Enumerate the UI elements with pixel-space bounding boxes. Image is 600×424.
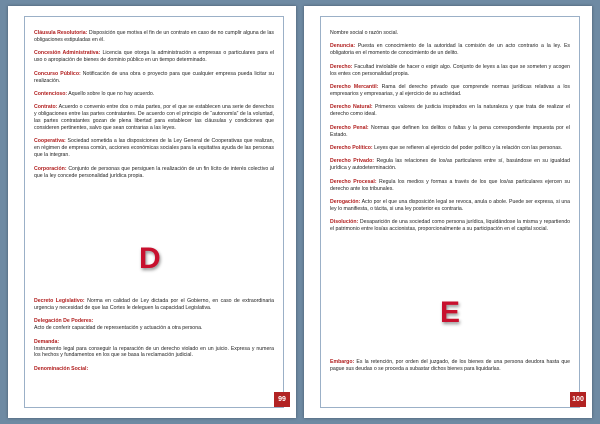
glossary-term: Derecho Penal: — [330, 124, 369, 131]
section-letter-e: E — [440, 296, 461, 329]
glossary-definition: Puesta en conocimiento de la autoridad la comisión de un acto contrario a la ley. Es obligatoria en el momento de conocimiento de un delito. — [330, 43, 570, 57]
glossary-term: Derogación: — [330, 199, 361, 205]
glossary-definition: Leyes que se refieren al ejercicio del poder político y la relación con las personas. — [372, 144, 563, 151]
glossary-term: Corporación: — [34, 165, 67, 172]
glossary-definition: Conjunto de personas que persiguen la realización de un fin lícito de interés colectivo al que la ley concede personalidad jurídica propia. — [34, 165, 274, 179]
glossary-term: Decreto Legislativo: — [34, 298, 85, 304]
glossary-definition: Es la retención, por orden del juzgado, de los bienes de una persona deudora hasta que pague sus deudas o se proceda a subastar dichos bienes para liquidarlas. — [330, 359, 570, 372]
glossary-entry — [34, 50, 274, 64]
glossary-term: Concesión Administrativa: — [34, 50, 101, 57]
glossary-entry — [34, 339, 274, 360]
glossary-term: Concurso Público: — [34, 70, 81, 77]
glossary-term: Denominación Social: — [34, 365, 89, 372]
glossary-entry — [330, 125, 570, 139]
section-letter-d: D — [139, 242, 161, 275]
left-entries-after — [34, 298, 274, 379]
glossary-entry — [330, 64, 570, 78]
glossary-entry — [330, 30, 570, 37]
glossary-entry — [330, 145, 570, 152]
glossary-term: Cláusula Resolutoria: — [34, 30, 88, 36]
glossary-definition: Norma en calidad de Ley dictada por el Gobierno, en caso de extraordinaria urgencia y necesidad de que las Cortes le deleguen la capacidad Legislativa. — [34, 298, 274, 311]
right-page — [304, 6, 592, 418]
glossary-term: Cooperativa: — [34, 138, 66, 145]
glossary-term: Derecho Natural: — [330, 104, 373, 111]
glossary-term: Denuncia: — [330, 43, 356, 50]
glossary-term: Derecho Político: — [330, 144, 373, 151]
glossary-entry — [34, 298, 274, 312]
glossary-term: Delegación De Poderes: — [34, 318, 94, 325]
glossary-term: Contencioso: — [34, 90, 68, 97]
glossary-entry — [330, 359, 570, 373]
glossary-definition: Instrumento legal para conseguir la reparación de un derecho violado en un juicio. Expresa y numera los hechos y fundamentos en los que se basa la reclamación judicial. — [34, 345, 274, 359]
glossary-entry — [330, 179, 570, 193]
glossary-definition: Rama del derecho privado que comprende normas jurídicas relativas a los empresarios y empresarias, y al ejercicio de su actividad. — [330, 84, 571, 97]
glossary-entry — [330, 104, 570, 118]
glossary-definition: Regula los medios y formas a través de los que los/as particulares ejercen su derecho ante los tribunales. — [330, 178, 570, 192]
glossary-entry — [34, 104, 274, 132]
glossary-term: Demanda: — [34, 338, 60, 345]
glossary-entry — [330, 43, 570, 57]
glossary-term: Contrato: — [34, 104, 58, 111]
glossary-definition: Facultad inviolable de hacer o exigir algo. Conjunto de leyes a las que se someten y acogen los entes con personalidad propia. — [330, 63, 570, 77]
left-page — [8, 6, 296, 418]
glossary-term: Embargo: — [330, 359, 355, 365]
glossary-entry — [330, 219, 570, 233]
glossary-entry — [330, 199, 570, 213]
glossary-definition: Acto por el que una disposición legal se revoca, anula o abole. Puede ser expresa, si una ley lo manifiesta, o tácita, si una ley posterior es contraria. — [330, 199, 570, 212]
glossary-entry — [34, 166, 274, 180]
glossary-definition: Licencia que otorga la administración a empresas o particulares para el uso o apropiación de bienes de dominio público en un tiempo determinado. — [34, 50, 275, 64]
glossary-entry — [34, 366, 274, 373]
glossary-entry — [34, 318, 274, 332]
glossary-entry — [330, 158, 570, 172]
glossary-term: Derecho Privado: — [330, 158, 374, 165]
glossary-definition: Acto de conferir capacidad de representación y actuación a otra persona. — [34, 325, 203, 332]
glossary-definition: Regula las relaciones de los/as particulares entre sí, basándose en su igualdad jurídica y autodeterminación. — [330, 158, 570, 172]
right-entries-after — [330, 359, 570, 379]
glossary-definition: Aquello sobre lo que no hay acuerdo. — [67, 90, 155, 97]
glossary-definition: Sociedad sometida a las disposiciones de la Ley General de Cooperativas que realizan, en régimen de empresa común, acciones económicas sociales para la equitativa ayuda de las personas que la integran. — [34, 138, 274, 159]
glossary-definition: Primeros valores de justicia inspirados en la naturaleza y que trata de realizar el derecho como ideal. — [330, 104, 570, 118]
left-entries — [34, 30, 274, 186]
glossary-term: Derecho Mercantil: — [330, 84, 379, 91]
glossary-term: Disolución: — [330, 219, 359, 226]
glossary-definition: Desaparición de una sociedad como persona jurídica, liquidándose la misma y repartiendo el patrimonio entre los/as accionistas, proporcionalmente a su participación en el capital social. — [330, 219, 570, 233]
glossary-entry — [34, 71, 274, 85]
glossary-entry — [34, 91, 274, 98]
right-entries — [330, 30, 570, 240]
glossary-term: Derecho: — [330, 63, 353, 70]
page-number: 100 — [570, 392, 586, 407]
glossary-entry — [34, 138, 274, 159]
page-number: 99 — [274, 392, 290, 407]
glossary-definition: Disposición que motiva el fin de un contrato en caso de no cumplir alguna de las obligaciones estipuladas en él. — [34, 30, 274, 43]
glossary-definition: Nombre social o razón social. — [330, 30, 399, 36]
glossary-definition: Acuerdo o convenio entre dos o más partes, por el que se establecen una serie de derechos y obligaciones entre las partes contratantes. De acuerdo con el principio de “autonomía” de la voluntad, las partes contratantes gozan de plena libertad para establecer las cláusulas y condiciones que consideren pertinentes, salvo que sean contrarias a las leyes. — [34, 104, 274, 132]
glossary-definition: Notificación de una obra o proyecto para que cualquier empresa pueda licitar su realización. — [34, 70, 274, 84]
glossary-entry — [330, 84, 570, 98]
glossary-entry — [34, 30, 274, 44]
glossary-term: Derecho Procesal: — [330, 178, 377, 185]
glossary-definition: Normas que definen los delitos o faltas y la pena correspondiente impuesta por el Estado. — [330, 124, 570, 138]
